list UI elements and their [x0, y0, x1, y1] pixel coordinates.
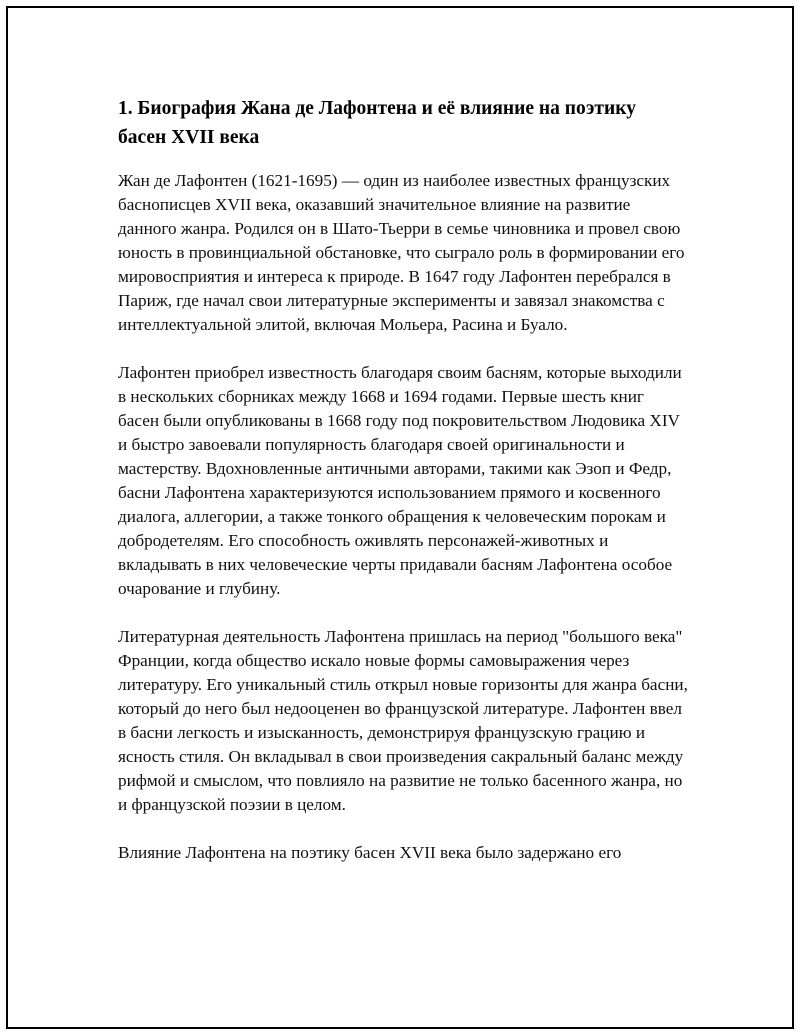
paragraph-fables: Лафонтен приобрел известность благодаря своим басням, которые выходили в нескольких сборниках между 1668 и 1694 годами. Первые шесть книг басен были опубликованы в 1668 году под покровительством Людовика XIV и быстро завоевали популярность благодаря своей оригинальности и мастерству. Вдохновленные античными авторами, такими как Эзоп и Федр, басни Лафонтена характеризуются использованием прямого и косвенного диалога, аллегории, а также тонкого обращения к человеческим порокам и добродетелям. Его способность оживлять персонажей-животных и вкладывать в них человеческие черты придавали басням Лафонтена особое очарование и глубину. — [118, 363, 682, 598]
section-heading: 1. Биография Жана де Лафонтена и её влияние на поэтику басен XVII века — [118, 98, 636, 148]
document-body — [118, 94, 688, 889]
paragraph-influence: Влияние Лафонтена на поэтику басен XVII века было задержано его — [118, 843, 622, 862]
paragraph-great-century: Литературная деятельность Лафонтена пришлась на период "большого века" Франции, когда общество искало новые формы самовыражения через литературу. Его уникальный стиль открыл новые горизонты для жанра басни, который до него был недооценен во французской литературе. Лафонтен ввел в басни легкость и изысканность, демонстрируя французскую грацию и ясность стиля. Он вкладывал в свои произведения сакральный баланс между рифмой и смыслом, что повлияло на развитие не только басенного жанра, но и французской поэзии в целом. — [118, 627, 688, 814]
paragraph-biography: Жан де Лафонтен (1621-1695) — один из наиболее известных французских баснописцев XVII века, оказавший значительное влияние на развитие данного жанра. Родился он в Шато-Тьерри в семье чиновника и провел свою юность в провинциальной обстановке, что сыграло роль в формировании его мировосприятия и интереса к природе. В 1647 году Лафонтен перебрался в Париж, где начал свои литературные эксперименты и завязал знакомства с интеллектуальной элитой, включая Мольера, Расина и Буало. — [118, 171, 685, 334]
